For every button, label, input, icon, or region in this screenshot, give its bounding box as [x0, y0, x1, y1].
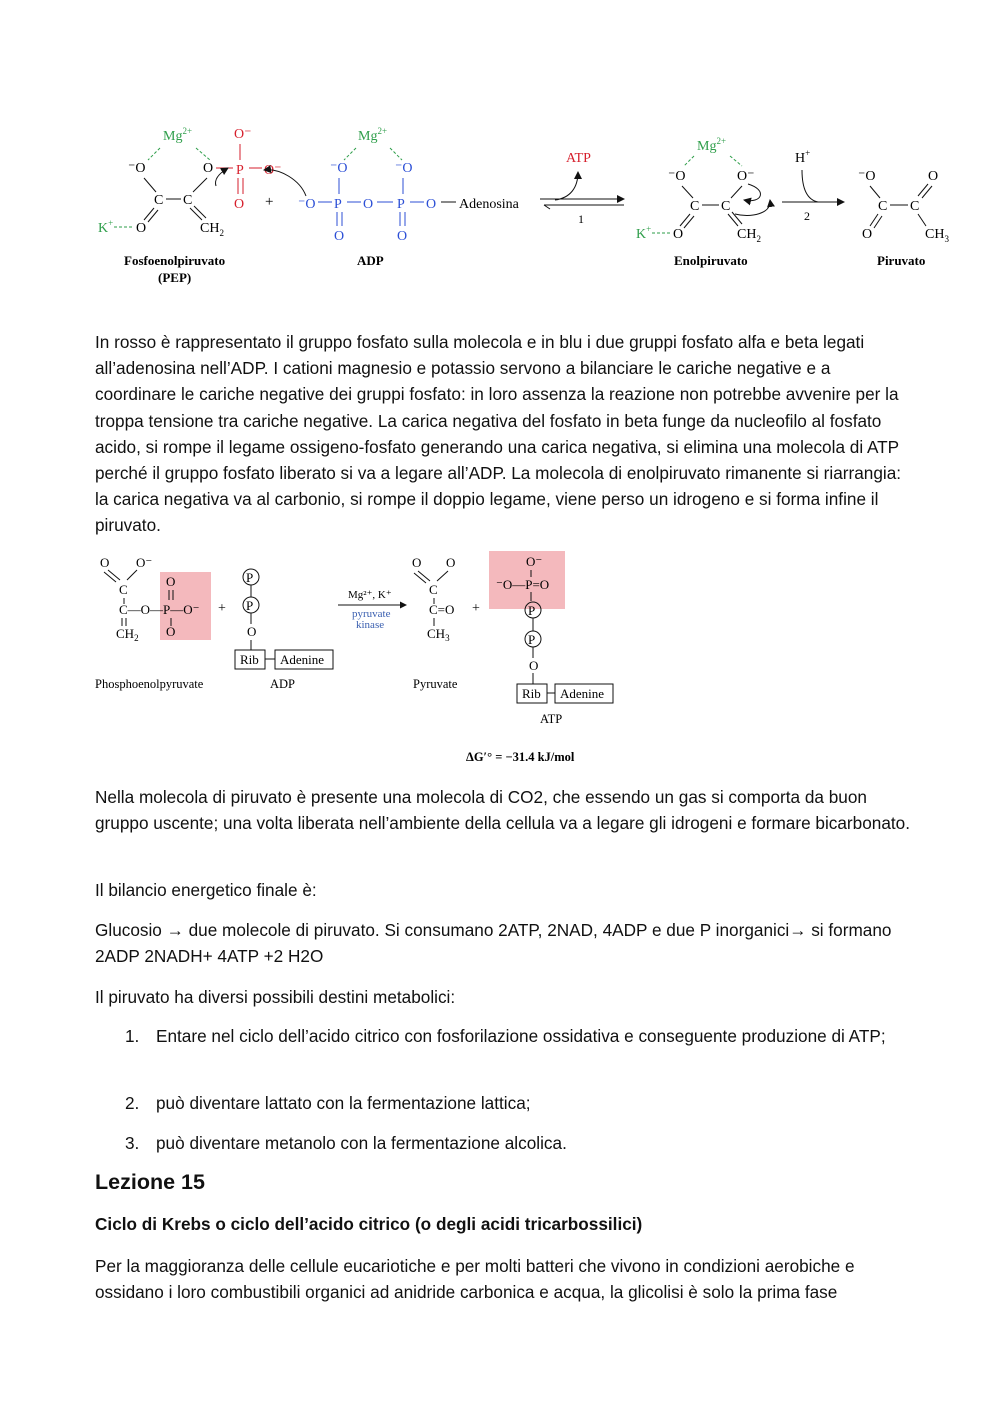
svg-text:O: O [397, 229, 408, 244]
svg-text:H+: H+ [795, 148, 811, 166]
paragraph-energy-balance: Glucosio → due molecole di piruvato. Si consumano 2ATP, 2NAD, 4ADP e due P inorganici→ si formano 2ADP 2NADH+ 4ATP +2 H2O [95, 920, 892, 967]
label-pep: Fosfoenolpiruvato [124, 253, 226, 268]
svg-text:O⁻: O⁻ [737, 169, 755, 184]
svg-text:Mg2+: $Mg^{2+}$ [163, 126, 193, 144]
label-adp-2: ADP [270, 677, 296, 691]
svg-text:pyruvate: pyruvate [352, 608, 391, 620]
label-atp-2: ATP [540, 712, 563, 726]
svg-text:Rib: Rib [240, 652, 259, 667]
svg-text:⁻O: ⁻O [858, 169, 876, 184]
svg-text:O: O [673, 227, 684, 242]
svg-text:O: O [862, 227, 873, 242]
svg-text:⁻O—P=O: ⁻O—P=O [496, 577, 550, 592]
svg-text:K+: K+ [636, 224, 652, 242]
svg-text:⁻O: ⁻O [395, 161, 413, 176]
svg-text:C: C [119, 582, 128, 597]
label-pyruvate: Piruvato [877, 253, 926, 268]
svg-text:O: O [529, 658, 539, 673]
label-adp: ADP [357, 253, 384, 268]
svg-text:O: O [203, 161, 214, 176]
svg-text:⁻O: ⁻O [128, 161, 146, 176]
reaction-arrow-2 [782, 148, 844, 223]
label-enolpyruvate: Enolpiruvato [674, 253, 748, 268]
pep-mechanism-figure [0, 0, 1000, 300]
svg-text:O: O [412, 555, 422, 570]
svg-text:⁻O: ⁻O [668, 169, 686, 184]
svg-text:Mg2+: $Mg^{2+}$ [697, 136, 727, 154]
svg-text:C: C [690, 199, 700, 214]
svg-text:Adenine: Adenine [560, 686, 605, 701]
svg-text:P: P [246, 570, 254, 585]
enolpyruvate-structure [636, 136, 770, 244]
adp-structure-2 [235, 569, 333, 669]
svg-text:C: C [910, 199, 920, 214]
svg-text:O: O [166, 574, 176, 589]
svg-text:Rib: Rib [522, 686, 541, 701]
svg-text:P: P [528, 632, 536, 647]
svg-text:O⁻: O⁻ [234, 127, 252, 142]
svg-text:C: C [183, 193, 193, 208]
figure1-labels [124, 253, 925, 285]
svg-text:O⁻: O⁻ [526, 554, 543, 569]
pyruvate-kinase-arrow [338, 589, 406, 631]
svg-text:⁻O: ⁻O [330, 161, 348, 176]
svg-text:CH3: $CH_3$ [925, 227, 949, 244]
label-phosphoenolpyruvate: Phosphoenolpyruvate [95, 677, 204, 691]
svg-text:O⁻: O⁻ [136, 555, 153, 570]
plus-sign-2: + [218, 601, 226, 616]
figure2-labels [95, 677, 575, 764]
reaction-arrow-1 [540, 151, 624, 226]
svg-text:Mg2+: $Mg^{2+}$ [358, 126, 388, 144]
plus-sign-3: + [472, 601, 480, 616]
svg-text:kinase: kinase [356, 619, 385, 631]
svg-text:O: O [166, 624, 176, 639]
pyruvate-structure [858, 169, 949, 244]
paragraph-energy-balance-intro: Il bilancio energetico finale è: [95, 880, 317, 900]
paragraph-krebs-intro: Per la maggioranza delle cellule eucariotiche e per molti batteri che vivono in condizioni aerobiche e ossidano i loro combustibili organici ad anidride carbonica e acqua, la glicolisi è solo la prima fase [95, 1256, 855, 1303]
adp-structure [264, 126, 520, 244]
svg-text:P: P [334, 197, 342, 212]
svg-text:CH2: $CH_2$ [116, 626, 139, 643]
svg-text:CH2: $CH_2$ [737, 227, 761, 244]
pep-structure [98, 126, 282, 238]
svg-text:O: O [247, 624, 257, 639]
svg-text:2: 2 [804, 209, 810, 223]
svg-text:C: C [154, 193, 164, 208]
label-pyruvate-2: Pyruvate [413, 677, 458, 691]
svg-text:C: C [429, 582, 438, 597]
svg-text:C: C [878, 199, 888, 214]
svg-text:P: P [397, 197, 405, 212]
svg-text:P: P [236, 163, 244, 178]
svg-text:K+: K+ [98, 218, 114, 236]
svg-text:CH3: $CH_3$ [427, 626, 450, 643]
svg-text:C—O—P—O⁻: C—O—P—O⁻ [119, 602, 200, 617]
svg-text:ATP: ATP [566, 151, 591, 166]
svg-text:O: O [334, 229, 345, 244]
svg-text:P: P [528, 603, 536, 618]
svg-text:P: P [246, 598, 254, 613]
svg-text:1: 1 [578, 212, 584, 226]
section-subheading: Ciclo di Krebs o ciclo dell’acido citrico (o degli acidi tricarbossilici) [95, 1214, 643, 1234]
pyruvate-structure-2 [412, 555, 455, 643]
svg-text:O: O [100, 555, 110, 570]
svg-text:⁻O: ⁻O [298, 197, 316, 212]
svg-text:C=O: C=O [429, 602, 455, 617]
svg-text:C: C [721, 199, 731, 214]
svg-text:O: O [363, 197, 374, 212]
delta-g-value: ΔG′° = −31.4 kJ/mol [466, 750, 575, 764]
paragraph-mechanism: In rosso è rappresentato il gruppo fosfato sulla molecola e in blu i due gruppi fosfato alfa e beta legati all’adenosina nell’ADP. I cationi magnesio e potassio servono a bilanciare le cariche negative e a coordinare le cariche negative dei gruppi fosfato: in loro assenza la reazione non potrebbe avvenire per la troppa tensione tra cariche negative. La carica negativa del fosfato in beta funge da nucleofilo al fosfato acido, si rompe il legame ossigeno-fosfato generando una carica negativa, si elimina una molecola di ATP perché il gruppo fosfato liberato si va a legare all’ADP. La molecola di enolpiruvato rimanente si riarrangia: la carica negativa va al carbonio, si rompe il doppio legame, viene perso un idrogeno e si forma infine il piruvato. [95, 332, 902, 536]
lesson-heading: Lezione 15 [95, 1170, 205, 1194]
svg-text:O: O [426, 197, 437, 212]
svg-text:CH2: $CH_2$ [200, 221, 224, 238]
paragraph-co2: Nella molecola di piruvato è presente una molecola di CO2, che essendo un gas si comporta da buon gruppo uscente; una volta liberata nell’ambiente della cellula va a legare gli idrogeni e formare bicarbonato. [95, 787, 911, 834]
svg-text:Mg²⁺, K⁺: Mg²⁺, K⁺ [348, 589, 392, 601]
svg-text:O⁻: O⁻ [264, 163, 282, 178]
svg-text:O: O [136, 221, 147, 236]
label-pep-abbrev: (PEP) [158, 270, 192, 285]
plus-sign: + [265, 194, 274, 210]
svg-text:O: O [234, 197, 245, 212]
svg-text:O: O [928, 169, 939, 184]
svg-text:Adenine: Adenine [280, 652, 325, 667]
pyruvate-kinase-figure [0, 540, 1000, 775]
svg-text:Adenosina: Adenosina [459, 197, 519, 212]
paragraph-pyruvate-fates-intro: Il piruvato ha diversi possibili destini metabolici: [95, 987, 456, 1007]
svg-text:O: O [446, 555, 456, 570]
